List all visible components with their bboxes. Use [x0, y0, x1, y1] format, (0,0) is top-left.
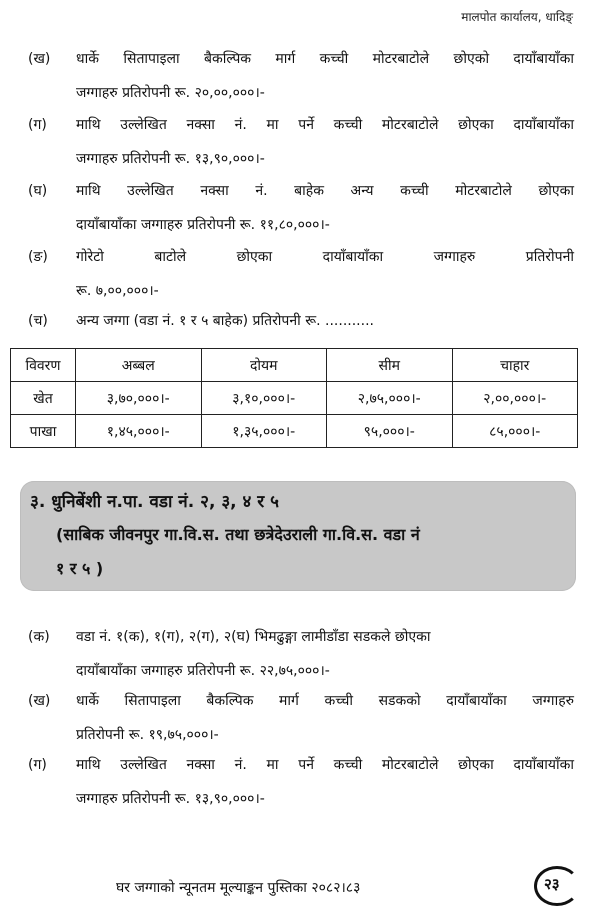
item-text-line: अन्य जग्गा (वडा नं. १ र ५ बाहेक) प्रतिरोपनी रू. ........... — [76, 313, 374, 329]
item-text-line: रू. ७,००,०००।- — [76, 283, 159, 299]
table-row — [11, 382, 578, 415]
table-cell: ३,१०,०००।- — [201, 382, 327, 415]
office-header: मालपोत कार्यालय, धादिङ् — [461, 10, 573, 24]
table-cell: २,००,०००।- — [452, 382, 578, 415]
section-heading-box — [20, 481, 576, 591]
item-label: (ख) — [28, 51, 51, 67]
page-number-badge — [534, 866, 580, 902]
item-text-line: धार्के सितापाइला बैकल्पिक मार्ग कच्ची सडकको दायाँबायाँका जग्गाहरु — [76, 693, 574, 709]
table-cell: पाखा — [11, 415, 76, 448]
item-label: (ख) — [28, 693, 51, 709]
item-text-line: माथि उल्लेखित नक्सा नं. मा पर्ने कच्ची मोटरबाटोले छोएका दायाँबायाँका — [76, 757, 574, 773]
item-text-line: जग्गाहरु प्रतिरोपनी रू. १३,९०,०००।- — [76, 151, 265, 167]
table-cell: खेत — [11, 382, 76, 415]
table-header-cell: विवरण — [11, 349, 76, 382]
item-text-line: दायाँबायाँका जग्गाहरु प्रतिरोपनी रू. २२,७५,०००।- — [76, 663, 330, 679]
item-text-line: माथि उल्लेखित नक्सा नं. बाहेक अन्य कच्ची मोटरबाटोले छोएका — [76, 183, 574, 199]
list-item — [18, 42, 574, 110]
section-subtitle-continued: १ र ५ ) — [56, 559, 104, 578]
table-header-cell: अब्बल — [76, 349, 202, 382]
rate-table — [10, 348, 578, 448]
item-text-line: गोरेटो बाटोले छोएका दायाँबायाँका जग्गाहरु प्रतिरोपनी — [76, 249, 574, 265]
table-header-cell: चाहार — [452, 349, 578, 382]
section-title: ३. धुनिबेंशी न.पा. वडा नं. २, ३, ४ र ५ — [30, 492, 280, 512]
table-header-cell: सीम — [327, 349, 453, 382]
list-item — [18, 620, 574, 688]
table-cell: १,३५,०००।- — [201, 415, 327, 448]
item-text-line: जग्गाहरु प्रतिरोपनी रू. १३,९०,०००।- — [76, 791, 265, 807]
table-cell: २,७५,०००।- — [327, 382, 453, 415]
item-text-line: माथि उल्लेखित नक्सा नं. मा पर्ने कच्ची मोटरबाटोले छोएका दायाँबायाँका — [76, 117, 574, 133]
item-label: (क) — [28, 629, 50, 645]
item-label: (ग) — [28, 117, 47, 133]
item-text-line: जग्गाहरु प्रतिरोपनी रू. २०,००,०००।- — [76, 85, 265, 101]
table-cell: ३,७०,०००।- — [76, 382, 202, 415]
page-number: २३ — [544, 875, 560, 893]
list-item — [18, 240, 574, 308]
item-label: (ग) — [28, 757, 47, 773]
item-label: (ङ) — [28, 249, 48, 265]
list-item — [18, 174, 574, 242]
footer-title: घर जग्गाको न्यूनतम मूल्याङ्कन पुस्तिका २०८२।८३ — [116, 880, 361, 896]
list-item — [18, 748, 574, 816]
list-item — [18, 108, 574, 176]
table-cell: १,४५,०००।- — [76, 415, 202, 448]
item-label: (च) — [28, 313, 48, 329]
item-text-line: दायाँबायाँका जग्गाहरु प्रतिरोपनी रू. ११,८०,०००।- — [76, 217, 330, 233]
table-cell: ९५,०००।- — [327, 415, 453, 448]
item-label: (घ) — [28, 183, 48, 199]
item-text-line: प्रतिरोपनी रू. १९,७५,०००।- — [76, 727, 219, 743]
list-item — [18, 684, 574, 752]
item-text-line: वडा नं. १(क), १(ग), २(ग), २(घ) भिमढुङ्गा लामीडाँडा सडकले छोएका — [76, 629, 431, 645]
table-cell: ८५,०००।- — [452, 415, 578, 448]
table-row — [11, 415, 578, 448]
section-subtitle: (साबिक जीवनपुर गा.वि.स. तथा छत्रेदेउराली गा.वि.स. वडा नं — [56, 525, 420, 544]
item-text-line: धार्के सितापाइला बैकल्पिक मार्ग कच्ची मोटरबाटोले छोएको दायाँबायाँका — [76, 51, 574, 67]
table-header-cell: दोयम — [201, 349, 327, 382]
table-header-row — [11, 349, 578, 382]
list-item — [18, 304, 574, 338]
